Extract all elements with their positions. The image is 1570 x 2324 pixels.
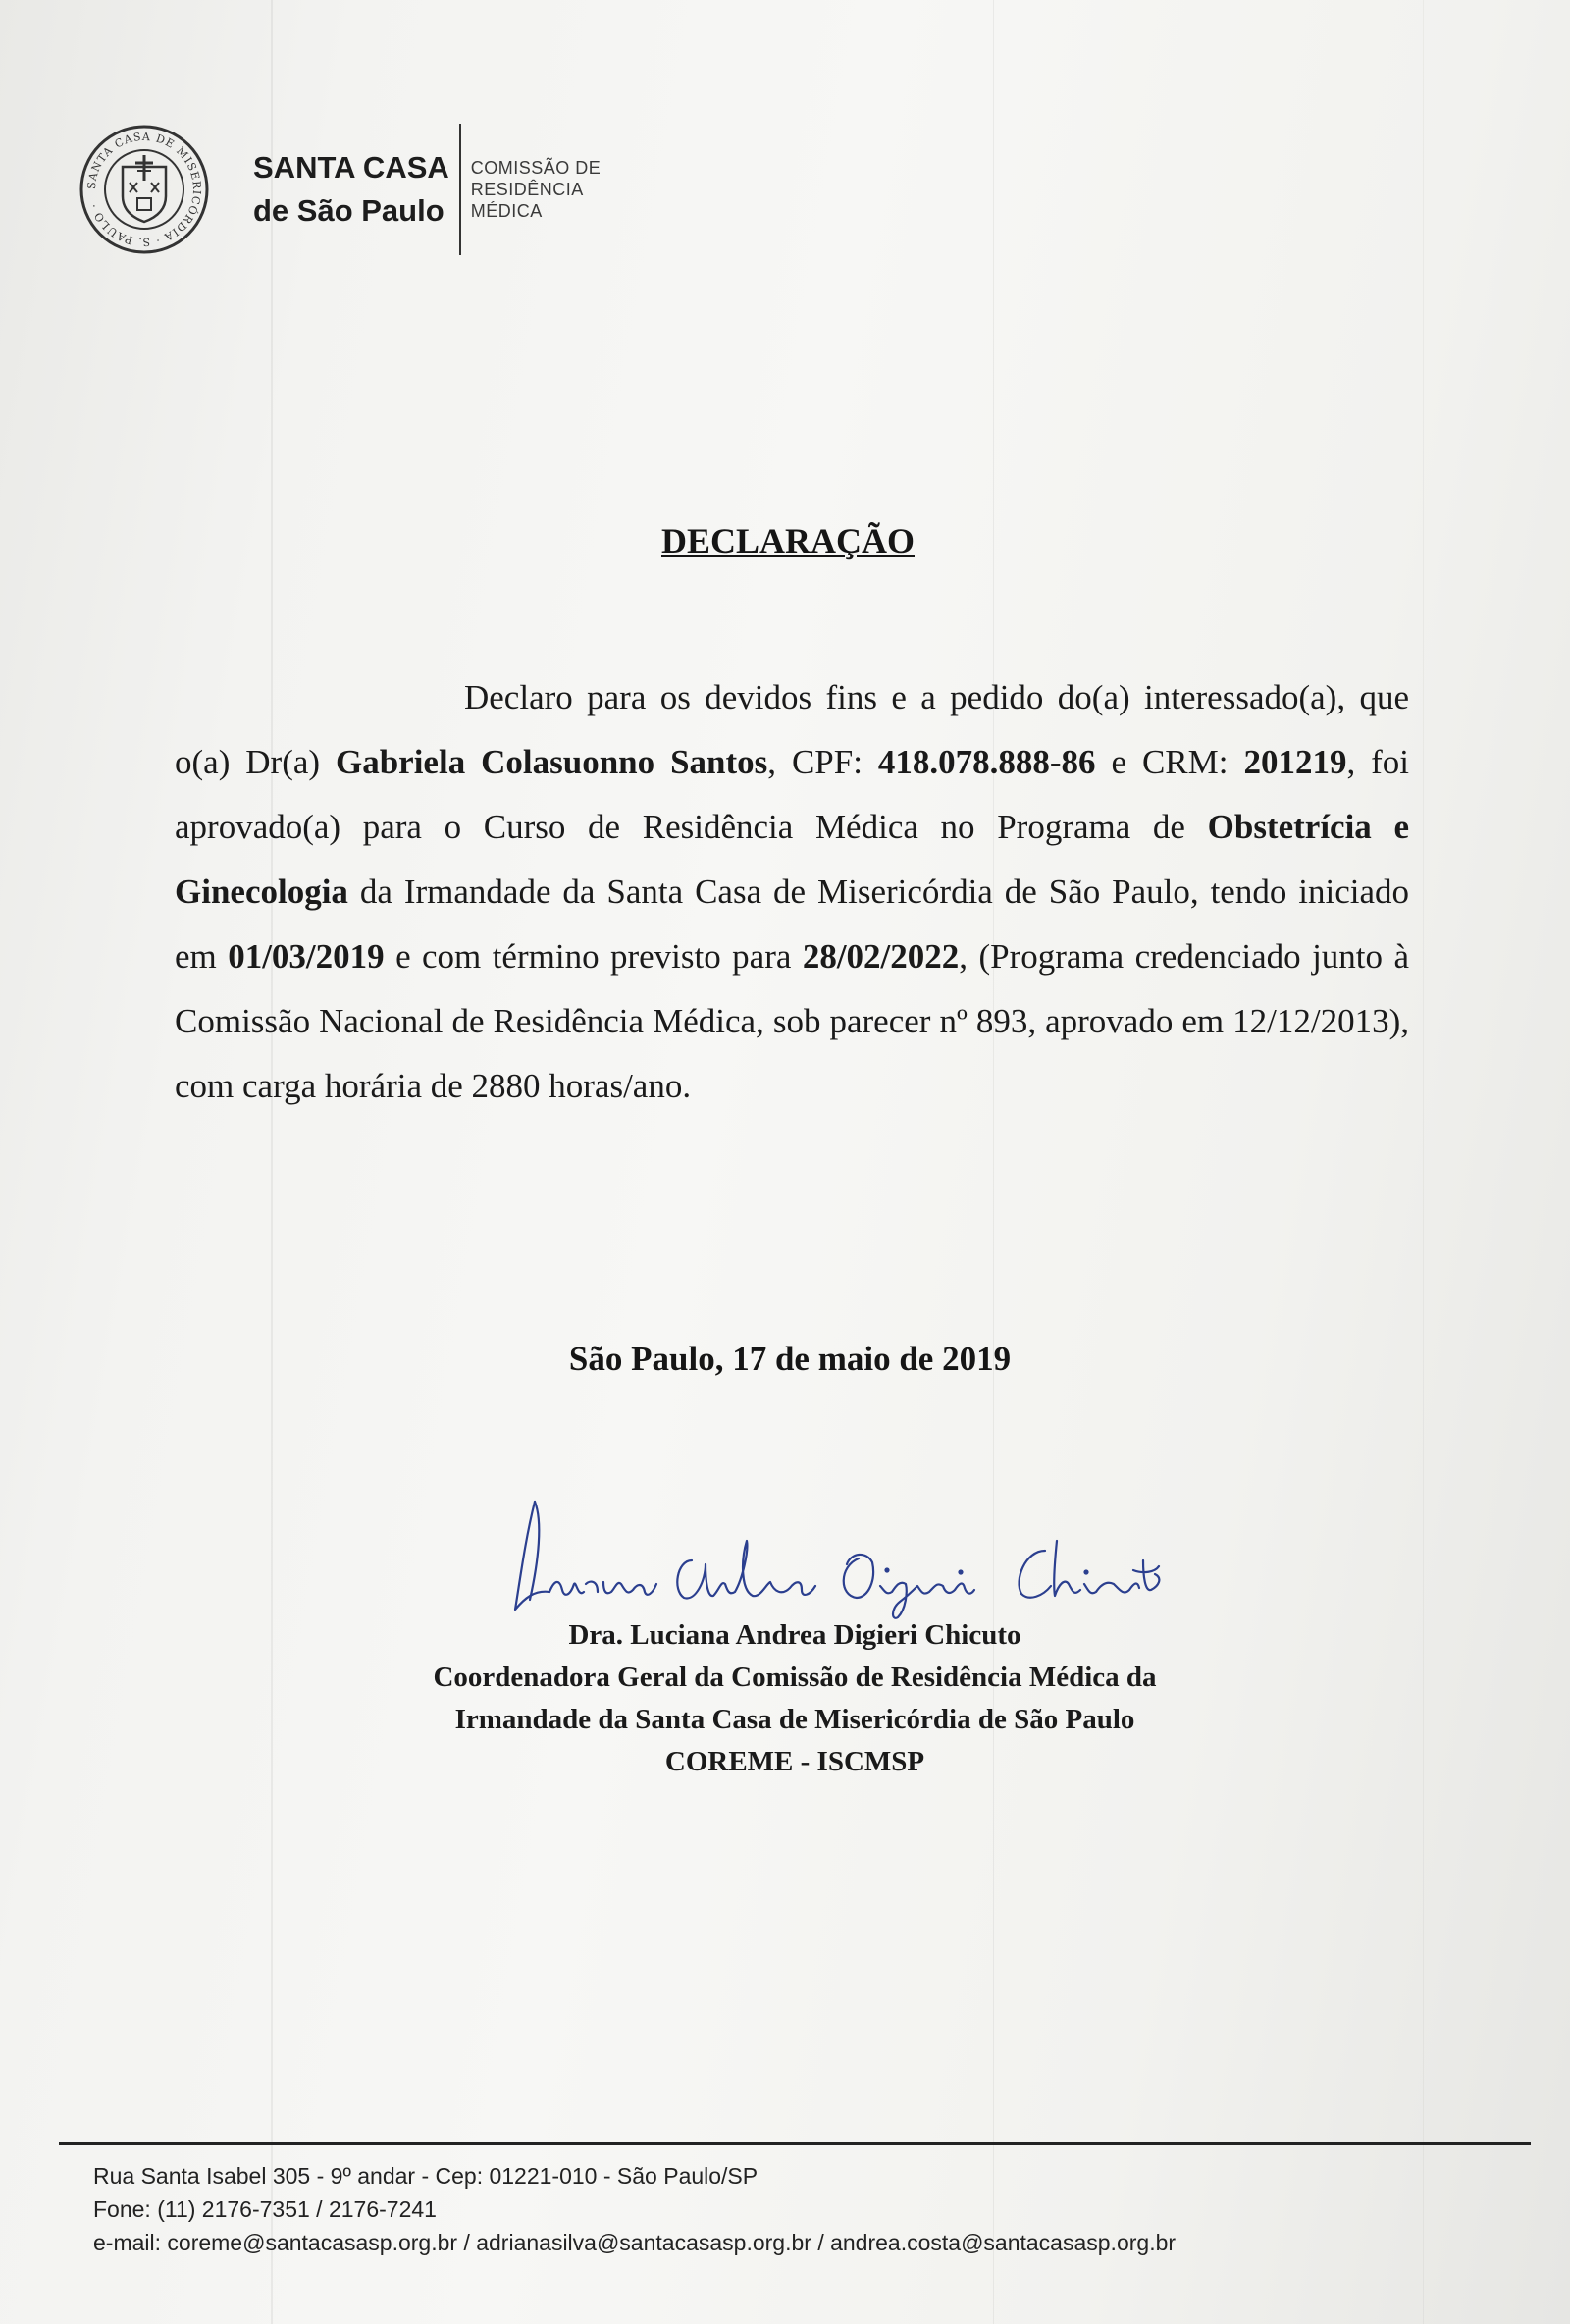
- place-and-date: São Paulo, 17 de maio de 2019: [568, 1340, 1012, 1378]
- signatory-name: Dra. Luciana Andrea Digieri Chicuto: [568, 1619, 1021, 1651]
- body-text-7: , (Programa credenciado junto à Comissão Nacional de Residência Médica, sob parecer nº 893, aprovado em 12/12/2013), com carga horária de 2880 horas/ano.: [175, 937, 1409, 1105]
- signatory-organization: COREME - ISCMSP: [664, 1746, 925, 1777]
- body-text-6: e com término previsto para: [384, 937, 803, 976]
- crm-number: 201219: [1243, 743, 1347, 781]
- brand-name: [253, 146, 449, 233]
- signatory-block: [0, 1614, 1570, 1783]
- footer-divider: [59, 2142, 1531, 2145]
- letterhead: [78, 116, 601, 263]
- body-text-2: , CPF:: [767, 743, 878, 781]
- paper-fold: [993, 0, 994, 2324]
- body-text-5: da Irmandade da Santa Casa de Misericórdia de São Paulo, tendo iniciado em: [175, 872, 1409, 976]
- resident-name: Gabriela Colasuonno Santos: [335, 743, 768, 781]
- svg-text:SANTA CASA DE MISERICÓRDIA · S: [85, 131, 203, 248]
- paper-fold: [1423, 0, 1424, 2324]
- document-title: [0, 520, 1570, 561]
- brand-divider: [459, 124, 461, 255]
- footer: [93, 2159, 1176, 2259]
- paper-fold: [271, 0, 273, 2324]
- santa-casa-seal-logo: [78, 124, 210, 255]
- seal-lettering: SANTA CASA DE MISERICÓRDIA · S. PAULO ·: [84, 130, 204, 249]
- end-date: 28/02/2022: [802, 937, 960, 976]
- program-name: Obstetrícia e Ginecologia: [175, 808, 1409, 911]
- body-text-3: e CRM:: [1095, 743, 1244, 781]
- declaration-body: [175, 665, 1409, 1119]
- department-line-3: MÉDICA: [470, 201, 543, 221]
- signatory-role-line-1: Coordenadora Geral da Comissão de Residência Médica da: [433, 1662, 1157, 1693]
- department-name: [471, 157, 602, 222]
- footer-email: e-mail: coreme@santacasasp.org.br / adrianasilva@santacasasp.org.br / andrea.costa@santacasasp.org.br: [93, 2230, 1177, 2255]
- department-line-1: COMISSÃO DE: [470, 158, 602, 178]
- start-date: 01/03/2019: [228, 937, 385, 976]
- footer-address: Rua Santa Isabel 305 - 9º andar - Cep: 01221-010 - São Paulo/SP: [93, 2163, 759, 2189]
- cpf-number: 418.078.888-86: [877, 743, 1096, 781]
- brand-line-1: SANTA CASA: [253, 150, 449, 185]
- brand-line-2: de São Paulo: [253, 193, 445, 228]
- footer-phone: Fone: (11) 2176-7351 / 2176-7241: [93, 2196, 437, 2222]
- document-title-text: DECLARAÇÃO: [660, 521, 915, 560]
- handwritten-signature: [496, 1482, 1163, 1629]
- body-text-1: Declaro para os devidos fins e a pedido do(a) interessado(a), que o(a) Dr(a): [175, 678, 1409, 781]
- signatory-role-line-2: Irmandade da Santa Casa de Misericórdia de São Paulo: [454, 1704, 1135, 1735]
- department-line-2: RESIDÊNCIA: [470, 180, 584, 199]
- body-text-4: , foi aprovado(a) para o Curso de Residência Médica no Programa de: [175, 743, 1409, 846]
